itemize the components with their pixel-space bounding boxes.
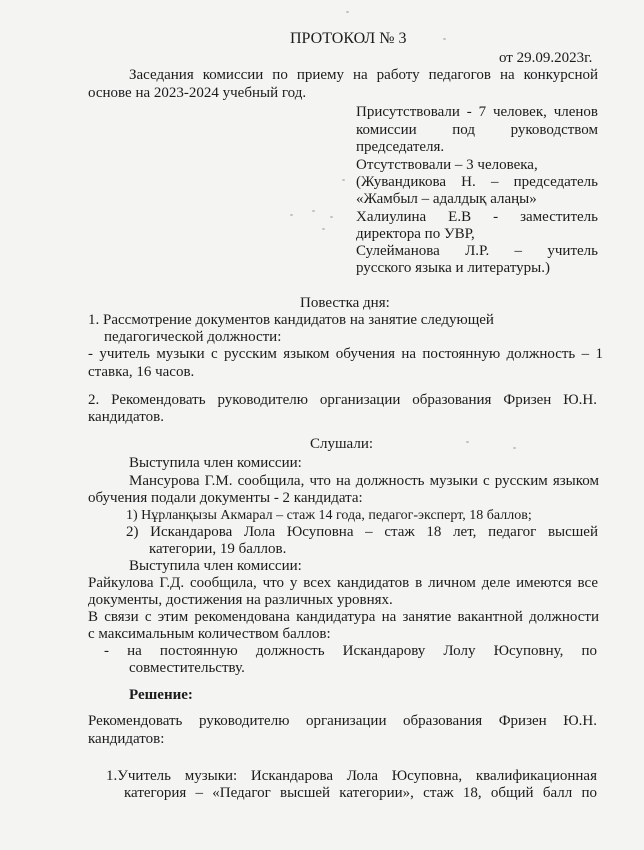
intro-line-1: Заседания комиссии по приему на работу педагогов на конкурсной [129,67,598,83]
heard-line: - на постоянную должность Искандарову Лолу Юсуповну, по [104,643,597,659]
attendance-line: Отсутствовали – 3 человека, [356,157,538,173]
document-title: ПРОТОКОЛ № 3 [290,30,407,47]
attendance-line: (Жувандикова Н. – председатель [356,174,598,190]
attendance-line: комиссии под руководством [356,122,598,138]
scan-speck [466,441,469,443]
decision-line: 1.Учитель музыки: Искандарова Лола Юсуповна, квалификационная [106,768,597,784]
scan-speck [443,38,446,40]
decision-line: кандидатов: [88,731,165,747]
scan-speck [342,179,345,181]
scan-speck [346,11,349,13]
scan-speck [322,228,325,230]
decision-line: категория – «Педагог высшей категории», стаж 18, общий балл по [124,785,597,801]
scan-speck [513,447,516,449]
scan-speck [290,214,293,216]
heard-line: В связи с этим рекомендована кандидатура на занятие вакантной должности [88,609,599,625]
decision-heading: Решение: [129,687,193,703]
agenda-line: ставка, 16 часов. [88,364,195,380]
scan-speck [330,216,333,218]
heard-line: совместительству. [129,660,245,676]
heard-line: категории, 19 баллов. [149,541,287,557]
intro-line-2: основе на 2023-2024 учебный год. [88,85,307,101]
attendance-line: председателя. [356,139,445,155]
heard-line: с максимальным количеством баллов: [88,626,331,642]
heard-line: Выступила член комиссии: [129,455,302,471]
scan-speck [312,210,315,212]
attendance-line: директора по УВР, [356,226,475,242]
heard-line: обучения подали документы - 2 кандидата: [88,490,363,506]
attendance-line: «Жамбыл – адалдық алаңы» [356,191,537,207]
agenda-heading: Повестка дня: [300,295,390,311]
attendance-line: Присутствовали - 7 человек, членов [356,104,598,120]
heard-line: 1) Нұрланқызы Акмарал – стаж 14 года, педагог-эксперт, 18 баллов; [126,508,532,523]
heard-line: документы, достижения на различных уровнях. [88,592,393,608]
agenda-line: кандидатов. [88,409,164,425]
attendance-line: Халиулина Е.В - заместитель [356,209,598,225]
agenda-line: 2. Рекомендовать руководителю организации образования Фризен Ю.Н. [88,392,597,408]
attendance-line: Сулейманова Л.Р. – учитель [356,243,598,259]
agenda-line: - учитель музыки с русским языком обучения на постоянную должность – 1 [88,346,603,362]
heard-line: Мансурова Г.М. сообщила, что на должность музыки с русским языком [129,473,599,489]
heard-line: Выступила член комиссии: [129,558,302,574]
heard-heading: Слушали: [310,436,374,452]
heard-line: 2) Искандарова Лола Юсуповна – стаж 18 лет, педагог высшей [126,524,598,540]
agenda-line: педагогической должности: [104,329,282,345]
heard-line: Райкулова Г.Д. сообщила, что у всех кандидатов в личном деле имеются все [88,575,598,591]
decision-line: Рекомендовать руководителю организации образования Фризен Ю.Н. [88,713,597,729]
agenda-line: 1. Рассмотрение документов кандидатов на занятие следующей [88,312,494,328]
document-date: от 29.09.2023г. [499,50,593,66]
attendance-line: русского языка и литературы.) [356,260,550,276]
